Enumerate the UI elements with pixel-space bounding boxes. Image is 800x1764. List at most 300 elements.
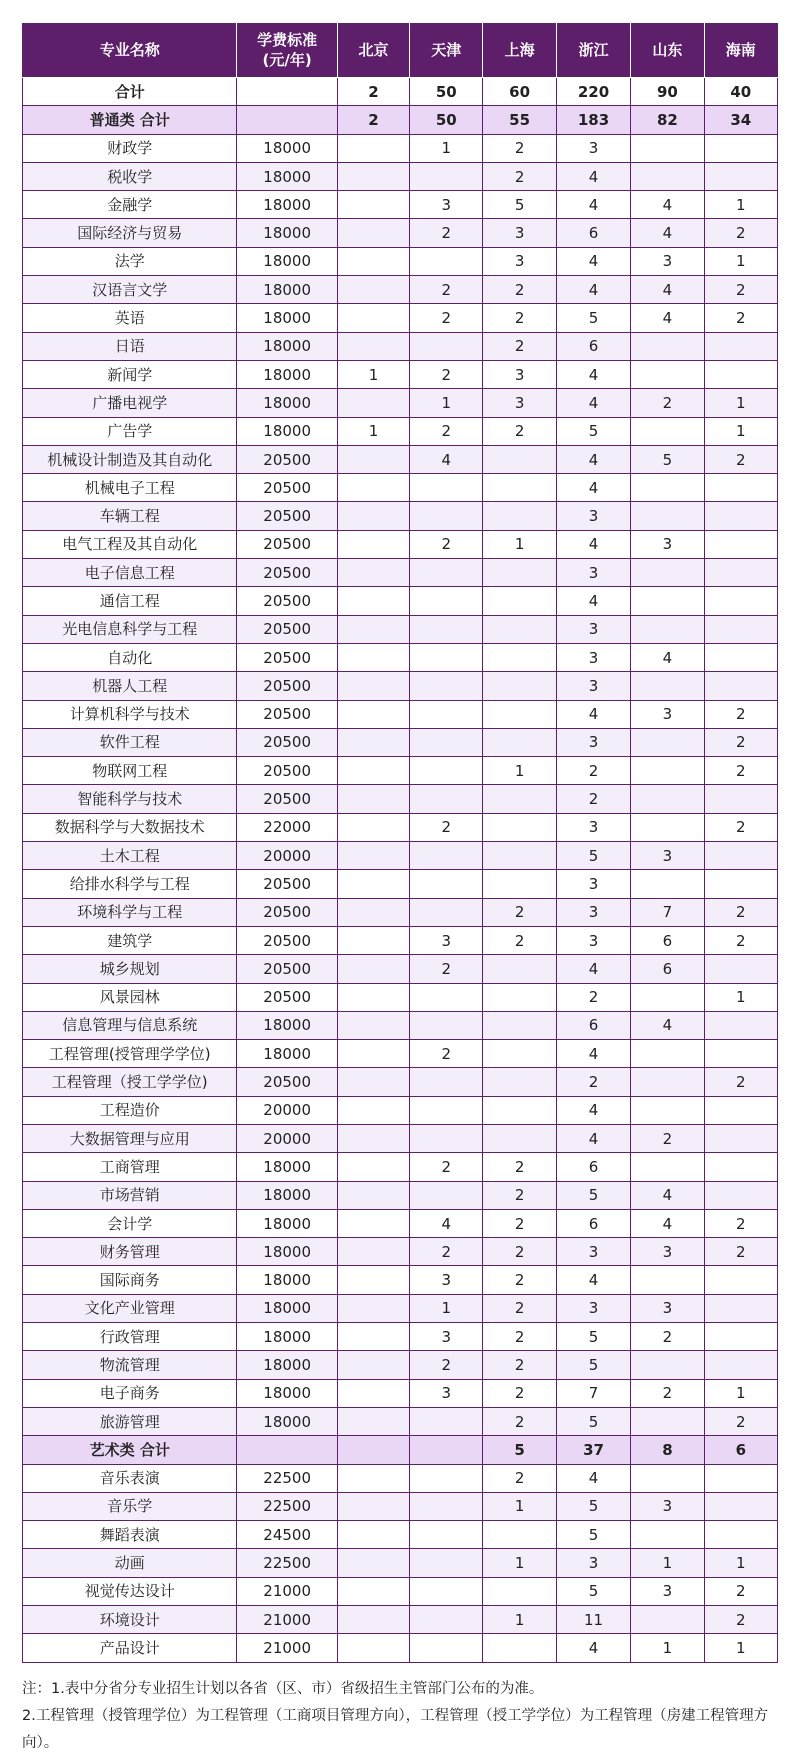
cell-tianjin: [410, 615, 483, 643]
cell-beijing: [337, 1040, 409, 1068]
table-row: [23, 813, 778, 841]
cell-shandong: 4: [631, 1181, 704, 1209]
header-row: [23, 23, 778, 78]
cell-major-name: 汉语言文学: [23, 276, 237, 304]
cell-shandong: [631, 134, 704, 162]
cell-shandong: [631, 1068, 704, 1096]
cell-beijing: [337, 870, 409, 898]
cell-zhejiang: 4: [556, 389, 630, 417]
cell-shanghai: 3: [483, 219, 556, 247]
cell-shandong: 90: [631, 78, 704, 106]
cell-tianjin: 2: [410, 955, 483, 983]
cell-zhejiang: 4: [556, 530, 630, 558]
cell-zhejiang: 4: [556, 276, 630, 304]
cell-shanghai: [483, 983, 556, 1011]
cell-tianjin: [410, 1124, 483, 1152]
cell-tianjin: [410, 1464, 483, 1492]
cell-shandong: 4: [631, 1011, 704, 1039]
cell-shandong: [631, 474, 704, 502]
cell-shandong: 4: [631, 304, 704, 332]
cell-hainan: 1: [704, 1549, 777, 1577]
footnotes: [22, 1676, 780, 1757]
cell-tuition: 20500: [237, 955, 337, 983]
cell-hainan: 34: [704, 106, 777, 134]
table-row: [23, 1124, 778, 1152]
cell-major-name: 电子信息工程: [23, 559, 237, 587]
cell-shandong: 8: [631, 1436, 704, 1464]
cell-zhejiang: 4: [556, 1096, 630, 1124]
cell-tianjin: [410, 1634, 483, 1662]
table-row: [23, 219, 778, 247]
cell-hainan: [704, 1492, 777, 1520]
cell-major-name: 通信工程: [23, 587, 237, 615]
cell-beijing: [337, 1606, 409, 1634]
table-row: [23, 1096, 778, 1124]
general-subtotal-row: [23, 106, 778, 134]
cell-tianjin: [410, 1492, 483, 1520]
cell-beijing: [337, 502, 409, 530]
cell-hainan: 2: [704, 898, 777, 926]
cell-major-name: 机械设计制造及其自动化: [23, 445, 237, 473]
cell-hainan: 1: [704, 247, 777, 275]
cell-hainan: [704, 587, 777, 615]
cell-zhejiang: 3: [556, 502, 630, 530]
cell-tianjin: 2: [410, 1351, 483, 1379]
cell-beijing: 2: [337, 106, 409, 134]
cell-major-name: 合计: [23, 78, 237, 106]
cell-tianjin: 4: [410, 1209, 483, 1237]
cell-shandong: 3: [631, 842, 704, 870]
table-row: [23, 276, 778, 304]
cell-zhejiang: 3: [556, 813, 630, 841]
cell-tuition: 18000: [237, 1351, 337, 1379]
cell-shandong: 3: [631, 700, 704, 728]
cell-shanghai: 1: [483, 1549, 556, 1577]
cell-beijing: [337, 1549, 409, 1577]
header-beijing: 北京: [337, 23, 409, 78]
cell-zhejiang: 3: [556, 870, 630, 898]
cell-tuition: 18000: [237, 1181, 337, 1209]
cell-tuition: 18000: [237, 162, 337, 190]
cell-major-name: 工程造价: [23, 1096, 237, 1124]
cell-hainan: 2: [704, 926, 777, 954]
cell-beijing: [337, 842, 409, 870]
cell-major-name: 产品设计: [23, 1634, 237, 1662]
cell-shandong: 82: [631, 106, 704, 134]
cell-beijing: [337, 1464, 409, 1492]
cell-shandong: [631, 983, 704, 1011]
cell-beijing: [337, 1492, 409, 1520]
table-row: [23, 332, 778, 360]
cell-tianjin: 2: [410, 276, 483, 304]
cell-shanghai: [483, 615, 556, 643]
cell-major-name: 国际经济与贸易: [23, 219, 237, 247]
cell-major-name: 旅游管理: [23, 1407, 237, 1435]
cell-hainan: 2: [704, 1606, 777, 1634]
cell-major-name: 文化产业管理: [23, 1294, 237, 1322]
cell-shanghai: 1: [483, 757, 556, 785]
cell-hainan: [704, 643, 777, 671]
cell-shandong: [631, 813, 704, 841]
cell-major-name: 动画: [23, 1549, 237, 1577]
enrollment-plan-table: [22, 23, 778, 1663]
cell-major-name: 广播电视学: [23, 389, 237, 417]
cell-beijing: [337, 955, 409, 983]
cell-shanghai: 2: [483, 1181, 556, 1209]
table-row: [23, 389, 778, 417]
table-row: [23, 474, 778, 502]
cell-shanghai: 5: [483, 1436, 556, 1464]
cell-shanghai: 2: [483, 162, 556, 190]
cell-tuition: 22500: [237, 1492, 337, 1520]
cell-shandong: [631, 1096, 704, 1124]
cell-shandong: [631, 1266, 704, 1294]
cell-tuition: 18000: [237, 219, 337, 247]
cell-shanghai: 2: [483, 898, 556, 926]
cell-tianjin: 2: [410, 1153, 483, 1181]
cell-beijing: [337, 304, 409, 332]
cell-shanghai: [483, 955, 556, 983]
table-row: [23, 1549, 778, 1577]
cell-tianjin: [410, 785, 483, 813]
cell-tuition: [237, 1436, 337, 1464]
cell-zhejiang: 3: [556, 926, 630, 954]
table-row: [23, 1011, 778, 1039]
cell-tuition: 20000: [237, 1096, 337, 1124]
cell-shanghai: 2: [483, 1238, 556, 1266]
cell-shanghai: [483, 1068, 556, 1096]
cell-major-name: 机械电子工程: [23, 474, 237, 502]
cell-beijing: [337, 983, 409, 1011]
cell-major-name: 财务管理: [23, 1238, 237, 1266]
cell-zhejiang: 4: [556, 955, 630, 983]
cell-tuition: 18000: [237, 1294, 337, 1322]
cell-tianjin: 2: [410, 813, 483, 841]
cell-hainan: 1: [704, 417, 777, 445]
cell-zhejiang: 2: [556, 757, 630, 785]
cell-tuition: 18000: [237, 1379, 337, 1407]
cell-tuition: 18000: [237, 1266, 337, 1294]
cell-zhejiang: 6: [556, 1011, 630, 1039]
cell-shandong: [631, 615, 704, 643]
cell-shandong: [631, 728, 704, 756]
cell-zhejiang: 5: [556, 304, 630, 332]
cell-tuition: 20500: [237, 672, 337, 700]
table-row: [23, 530, 778, 558]
cell-shanghai: 1: [483, 1606, 556, 1634]
cell-shanghai: 3: [483, 389, 556, 417]
table-row: [23, 728, 778, 756]
cell-tuition: 20500: [237, 757, 337, 785]
cell-tianjin: [410, 1011, 483, 1039]
cell-zhejiang: 3: [556, 1294, 630, 1322]
cell-zhejiang: 5: [556, 1181, 630, 1209]
table-row: [23, 191, 778, 219]
table-row: [23, 587, 778, 615]
table-row: [23, 870, 778, 898]
cell-major-name: 数据科学与大数据技术: [23, 813, 237, 841]
cell-hainan: [704, 1464, 777, 1492]
cell-tianjin: [410, 672, 483, 700]
cell-zhejiang: 4: [556, 1124, 630, 1152]
cell-tianjin: 50: [410, 78, 483, 106]
cell-zhejiang: 3: [556, 1549, 630, 1577]
cell-major-name: 行政管理: [23, 1323, 237, 1351]
cell-tianjin: [410, 587, 483, 615]
table-row: [23, 417, 778, 445]
cell-beijing: [337, 757, 409, 785]
cell-major-name: 给排水科学与工程: [23, 870, 237, 898]
cell-shandong: [631, 672, 704, 700]
cell-shanghai: 2: [483, 1209, 556, 1237]
cell-tuition: 24500: [237, 1521, 337, 1549]
table-row: [23, 502, 778, 530]
cell-tianjin: [410, 332, 483, 360]
cell-beijing: 1: [337, 360, 409, 388]
cell-beijing: [337, 615, 409, 643]
cell-shanghai: [483, 700, 556, 728]
cell-tianjin: [410, 1521, 483, 1549]
cell-beijing: [337, 1068, 409, 1096]
cell-shandong: 2: [631, 389, 704, 417]
cell-beijing: [337, 530, 409, 558]
cell-beijing: [337, 728, 409, 756]
cell-tianjin: 2: [410, 360, 483, 388]
cell-hainan: 1: [704, 1379, 777, 1407]
cell-shanghai: [483, 728, 556, 756]
cell-shanghai: 5: [483, 191, 556, 219]
cell-shandong: 3: [631, 1238, 704, 1266]
cell-tianjin: 4: [410, 445, 483, 473]
cell-beijing: [337, 162, 409, 190]
cell-major-name: 音乐表演: [23, 1464, 237, 1492]
cell-shanghai: 2: [483, 1407, 556, 1435]
cell-tianjin: [410, 1068, 483, 1096]
cell-shanghai: 2: [483, 926, 556, 954]
cell-shanghai: 2: [483, 1351, 556, 1379]
cell-tianjin: [410, 1549, 483, 1577]
cell-tianjin: [410, 1096, 483, 1124]
cell-major-name: 视觉传达设计: [23, 1577, 237, 1605]
cell-beijing: [337, 1351, 409, 1379]
cell-major-name: 机器人工程: [23, 672, 237, 700]
cell-shandong: [631, 1464, 704, 1492]
cell-zhejiang: 3: [556, 559, 630, 587]
cell-hainan: 2: [704, 276, 777, 304]
cell-zhejiang: 183: [556, 106, 630, 134]
cell-tianjin: 2: [410, 1238, 483, 1266]
cell-beijing: [337, 191, 409, 219]
cell-tianjin: 1: [410, 389, 483, 417]
cell-beijing: [337, 813, 409, 841]
table-row: [23, 1634, 778, 1662]
table-row: [23, 1606, 778, 1634]
cell-beijing: [337, 1209, 409, 1237]
cell-zhejiang: 3: [556, 672, 630, 700]
cell-hainan: [704, 530, 777, 558]
table-row: [23, 1351, 778, 1379]
cell-beijing: [337, 332, 409, 360]
cell-tianjin: 3: [410, 926, 483, 954]
table-row: [23, 926, 778, 954]
cell-zhejiang: 3: [556, 1238, 630, 1266]
cell-shandong: 2: [631, 1379, 704, 1407]
table-row: [23, 1238, 778, 1266]
cell-shandong: [631, 417, 704, 445]
cell-major-name: 税收学: [23, 162, 237, 190]
cell-tuition: 22500: [237, 1464, 337, 1492]
cell-shanghai: 2: [483, 1294, 556, 1322]
cell-zhejiang: 37: [556, 1436, 630, 1464]
cell-hainan: [704, 842, 777, 870]
cell-tianjin: [410, 1407, 483, 1435]
cell-tianjin: 3: [410, 1266, 483, 1294]
cell-shanghai: 3: [483, 247, 556, 275]
cell-major-name: 音乐学: [23, 1492, 237, 1520]
header-tianjin: 天津: [410, 23, 483, 78]
cell-tianjin: [410, 474, 483, 502]
cell-tuition: 20500: [237, 1068, 337, 1096]
footnote-1: 注：1.表中分省分专业招生计划以各省（区、市）省级招生主管部门公布的为准。: [22, 1681, 544, 1697]
cell-shanghai: [483, 1634, 556, 1662]
cell-zhejiang: 2: [556, 785, 630, 813]
cell-hainan: [704, 1351, 777, 1379]
cell-major-name: 大数据管理与应用: [23, 1124, 237, 1152]
table-row: [23, 360, 778, 388]
cell-shanghai: [483, 1096, 556, 1124]
cell-hainan: 2: [704, 1577, 777, 1605]
cell-shandong: [631, 360, 704, 388]
cell-shandong: 3: [631, 1492, 704, 1520]
cell-tianjin: [410, 898, 483, 926]
cell-tianjin: [410, 502, 483, 530]
cell-shandong: 3: [631, 247, 704, 275]
cell-zhejiang: 3: [556, 134, 630, 162]
cell-hainan: [704, 134, 777, 162]
cell-beijing: [337, 926, 409, 954]
cell-major-name: 工程管理（授工学学位): [23, 1068, 237, 1096]
cell-shanghai: [483, 672, 556, 700]
cell-zhejiang: 4: [556, 1634, 630, 1662]
cell-shanghai: 2: [483, 1464, 556, 1492]
table-row: [23, 757, 778, 785]
table-row: [23, 1323, 778, 1351]
cell-shanghai: [483, 1040, 556, 1068]
cell-major-name: 英语: [23, 304, 237, 332]
cell-hainan: [704, 1153, 777, 1181]
cell-shandong: 5: [631, 445, 704, 473]
cell-tianjin: 50: [410, 106, 483, 134]
cell-shanghai: [483, 587, 556, 615]
cell-hainan: 1: [704, 983, 777, 1011]
cell-shandong: [631, 1153, 704, 1181]
cell-beijing: 2: [337, 78, 409, 106]
cell-major-name: 市场营销: [23, 1181, 237, 1209]
cell-shanghai: [483, 842, 556, 870]
cell-shandong: 2: [631, 1124, 704, 1152]
cell-major-name: 物流管理: [23, 1351, 237, 1379]
cell-tuition: 20500: [237, 587, 337, 615]
cell-tuition: 20500: [237, 615, 337, 643]
cell-shandong: 4: [631, 643, 704, 671]
cell-tuition: 20500: [237, 700, 337, 728]
cell-major-name: 车辆工程: [23, 502, 237, 530]
cell-tuition: 18000: [237, 360, 337, 388]
cell-zhejiang: 4: [556, 445, 630, 473]
cell-zhejiang: 6: [556, 332, 630, 360]
cell-tuition: 20500: [237, 728, 337, 756]
cell-major-name: 会计学: [23, 1209, 237, 1237]
cell-hainan: [704, 955, 777, 983]
header-tuition-label: 学费标准 (元/年): [257, 31, 318, 69]
cell-hainan: 6: [704, 1436, 777, 1464]
cell-shanghai: [483, 1011, 556, 1039]
cell-beijing: [337, 1407, 409, 1435]
cell-major-name: 财政学: [23, 134, 237, 162]
cell-shanghai: [483, 474, 556, 502]
cell-tuition: 18000: [237, 417, 337, 445]
cell-hainan: [704, 162, 777, 190]
cell-shandong: 4: [631, 276, 704, 304]
cell-tuition: 18000: [237, 1238, 337, 1266]
cell-beijing: [337, 1181, 409, 1209]
cell-tuition: 20500: [237, 643, 337, 671]
cell-tuition: 18000: [237, 1153, 337, 1181]
cell-hainan: [704, 1011, 777, 1039]
cell-zhejiang: 5: [556, 1407, 630, 1435]
cell-tuition: 18000: [237, 389, 337, 417]
cell-hainan: 2: [704, 1209, 777, 1237]
header-hainan: 海南: [704, 23, 777, 78]
cell-tuition: 20500: [237, 926, 337, 954]
cell-shandong: [631, 1040, 704, 1068]
cell-hainan: [704, 672, 777, 700]
cell-zhejiang: 4: [556, 474, 630, 502]
cell-tuition: 18000: [237, 1011, 337, 1039]
cell-zhejiang: 4: [556, 360, 630, 388]
cell-zhejiang: 6: [556, 1153, 630, 1181]
cell-hainan: 2: [704, 1068, 777, 1096]
cell-beijing: [337, 672, 409, 700]
table-row: [23, 700, 778, 728]
cell-tianjin: [410, 1181, 483, 1209]
cell-major-name: 环境设计: [23, 1606, 237, 1634]
cell-major-name: 法学: [23, 247, 237, 275]
cell-shanghai: 2: [483, 332, 556, 360]
cell-beijing: [337, 276, 409, 304]
cell-hainan: 40: [704, 78, 777, 106]
cell-tianjin: 2: [410, 417, 483, 445]
cell-hainan: [704, 615, 777, 643]
table-row: [23, 615, 778, 643]
cell-zhejiang: 5: [556, 1577, 630, 1605]
cell-tuition: 18000: [237, 1209, 337, 1237]
cell-tuition: 20000: [237, 842, 337, 870]
cell-tianjin: [410, 700, 483, 728]
cell-zhejiang: 3: [556, 615, 630, 643]
cell-tuition: 20500: [237, 530, 337, 558]
cell-major-name: 电子商务: [23, 1379, 237, 1407]
cell-tuition: 18000: [237, 332, 337, 360]
cell-zhejiang: 3: [556, 728, 630, 756]
cell-zhejiang: 2: [556, 1068, 630, 1096]
cell-beijing: [337, 1096, 409, 1124]
cell-zhejiang: 7: [556, 1379, 630, 1407]
cell-tianjin: [410, 1606, 483, 1634]
cell-zhejiang: 6: [556, 1209, 630, 1237]
cell-hainan: 1: [704, 1634, 777, 1662]
cell-tianjin: 2: [410, 304, 483, 332]
